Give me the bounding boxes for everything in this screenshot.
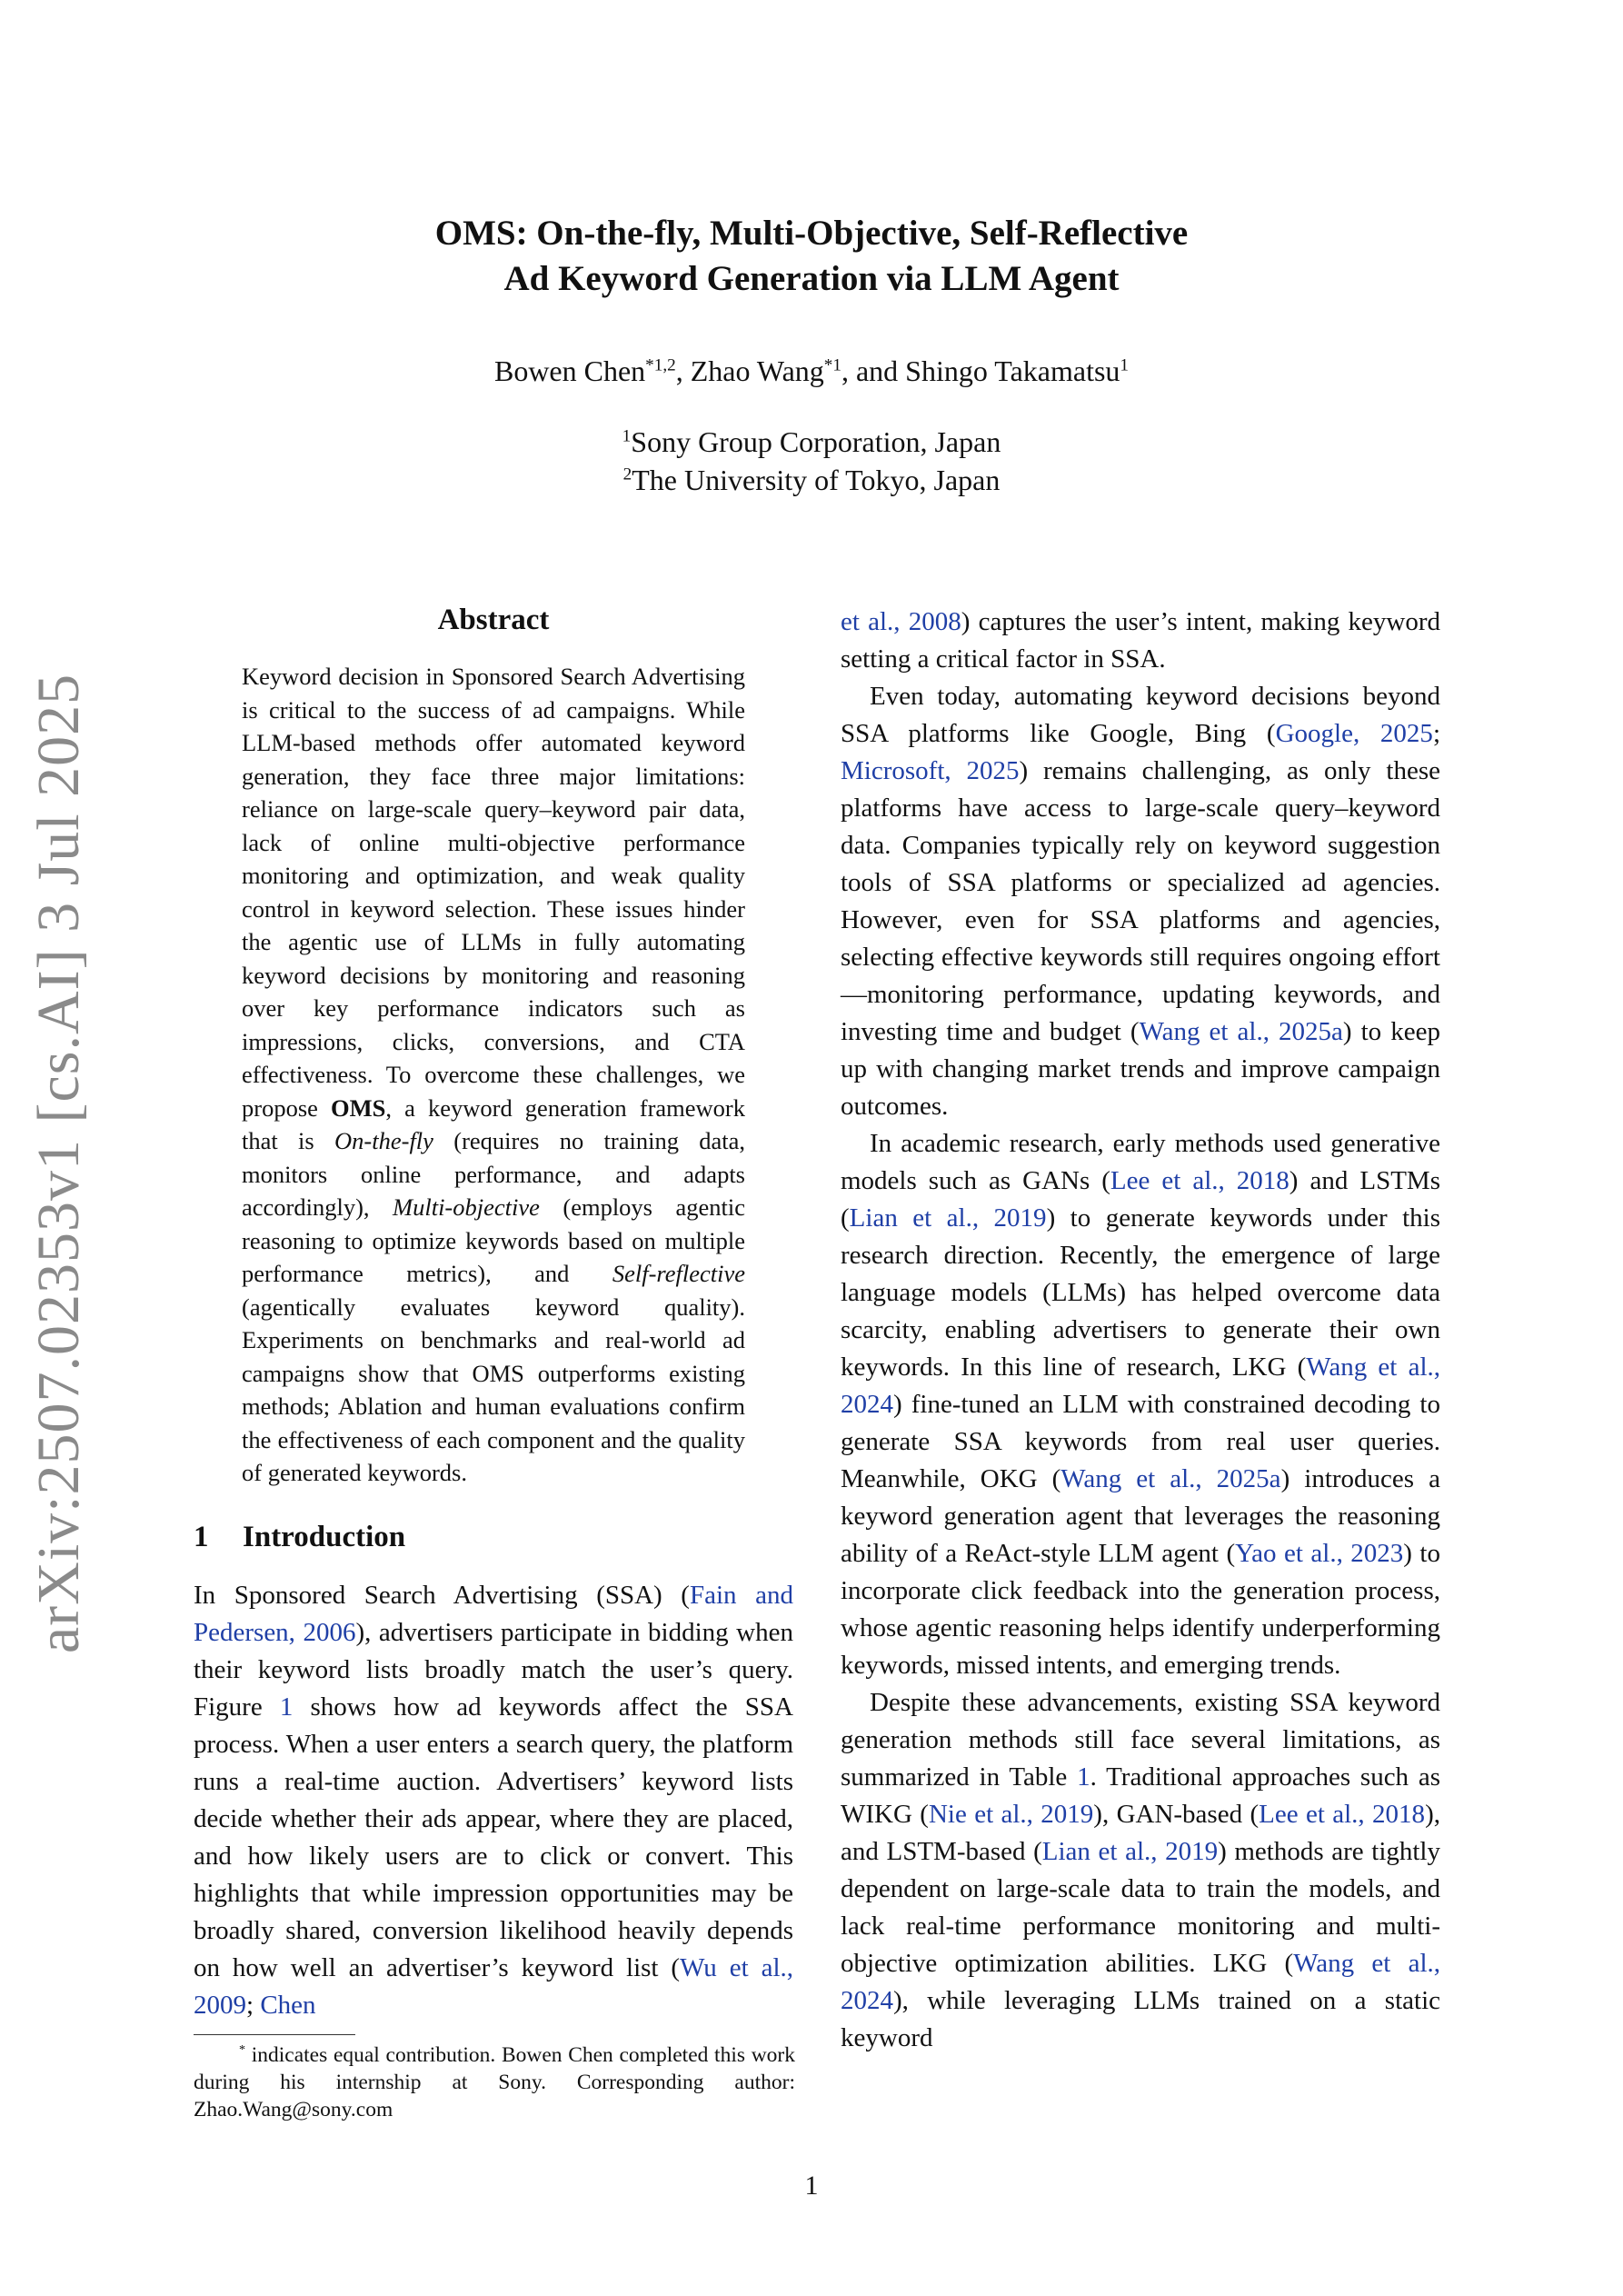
page-number: 1 <box>804 2171 819 2201</box>
abstract-emphasis: On-the-fly <box>334 1127 433 1154</box>
citation-link[interactable]: Lian et al., 2019 <box>1041 1837 1219 1866</box>
author-name: Shingo Takamatsu <box>905 354 1120 387</box>
author-name: Bowen Chen <box>493 354 646 387</box>
intro-paragraph-4 <box>841 1684 1440 2057</box>
author-affil-mark: 1 <box>1120 355 1130 375</box>
body-text: ) captures the user’s intent, making keyword setting a critical factor in SSA. <box>841 607 1441 674</box>
citation-link[interactable]: Fain and Pedersen, 2006 <box>194 1580 793 1647</box>
author-affil-mark: *1,2 <box>645 355 676 375</box>
citation-link[interactable]: Google, 2025 <box>1275 719 1433 748</box>
body-text: ), advertisers participate in bidding when their keyword lists broadly match the user’s query. Figure <box>194 1617 793 1722</box>
footnote <box>194 2041 795 2123</box>
right-column <box>841 604 1440 2057</box>
abstract-emphasis: Self-reflective <box>612 1260 745 1287</box>
body-text: . Traditional approaches such as WIKG ( <box>841 1762 1440 1829</box>
abstract-emphasis: Multi-objective <box>393 1193 540 1221</box>
affiliation <box>182 461 1441 499</box>
citation-link[interactable]: Wang et al., 2024 <box>841 1949 1441 2015</box>
abstract-body <box>242 660 745 1490</box>
intro-paragraph-3 <box>841 1125 1440 1684</box>
affiliation <box>182 423 1441 461</box>
body-text: ) to generate keywords under this research direction. Recently, the emergence of large language models (LLMs) has helped overcome data scarcity, enabling advertisers to generate their own keywords. In this line of research, LKG ( <box>841 1203 1440 1382</box>
abstract-emphasis: OMS <box>331 1093 386 1122</box>
left-column <box>194 600 793 2024</box>
citation-link[interactable]: Wang et al., 2025a <box>1060 1464 1281 1493</box>
body-text: ; <box>1432 719 1440 748</box>
body-text: ) to incorporate click feedback into the generation process, whose agentic reasoning helps identify underperforming keywords, missed intents, and emerging trends. <box>841 1539 1440 1680</box>
figure-ref-link[interactable]: 1 <box>279 1692 294 1722</box>
citation-link[interactable]: Lee et al., 2018 <box>1259 1800 1426 1829</box>
author-list <box>182 354 1441 388</box>
paper-title <box>182 211 1441 302</box>
abstract-heading: Abstract <box>437 604 550 636</box>
author-affil-mark: *1 <box>823 355 841 375</box>
body-text: Even today, automating keyword decisions beyond SSA platforms like Google, Bing ( <box>841 682 1440 748</box>
author-separator: , and <box>841 354 906 387</box>
intro-paragraph-1-cont <box>841 604 1440 678</box>
intro-paragraph-1 <box>194 1577 793 2024</box>
body-text: ), and LSTM-based ( <box>841 1800 1440 1866</box>
citation-link[interactable]: Nie et al., 2019 <box>928 1800 1094 1829</box>
table-ref-link[interactable]: 1 <box>1077 1762 1090 1792</box>
body-text: ) introduces a keyword generation agent that leverages the reasoning ability of a ReAct-style LLM agent ( <box>841 1464 1440 1568</box>
footnote-divider <box>194 2034 355 2035</box>
body-text: In Sponsored Search Advertising (SSA) ( <box>194 1580 690 1610</box>
body-text: Despite these advancements, existing SSA keyword generation methods still face several limitations, as summarized in Table <box>841 1688 1440 1792</box>
body-text: ) fine-tuned an LLM with constrained decoding to generate SSA keywords from real user queries. Meanwhile, OKG ( <box>841 1390 1440 1493</box>
citation-link[interactable]: Microsoft, 2025 <box>841 756 1020 785</box>
body-text: ) to keep up with changing market trends and improve campaign outcomes. <box>841 1017 1440 1121</box>
citation-link[interactable]: Lian et al., 2019 <box>849 1203 1047 1233</box>
footnote-text: indicates equal contribution. Bowen Chen completed this work during his internship at Sony. Corresponding author: Zhao.Wang@sony.com <box>194 2043 795 2121</box>
abstract-text: , a keyword generation framework that is <box>242 1093 745 1154</box>
citation-link[interactable]: Wang et al., 2024 <box>841 1353 1440 1419</box>
body-text: ) and LSTMs ( <box>841 1166 1440 1233</box>
citation-link[interactable]: Wu et al., 2009 <box>194 1952 794 2020</box>
citation-link[interactable]: Chen <box>260 1990 316 2020</box>
section-number: 1 <box>194 1520 209 1553</box>
affiliation-name: Sony Group Corporation, Japan <box>631 425 1001 458</box>
citation-link[interactable]: Yao et al., 2023 <box>1235 1539 1404 1568</box>
title-line-2: Ad Keyword Generation via LLM Agent <box>503 259 1120 298</box>
body-text: shows how ad keywords affect the SSA process. When a user enters a search query, the platform runs a real-time auction. Advertisers’ keyword lists decide whether their ads appear, where they are placed, and how likely users are to click or convert. This highlights that while impression opportunities may be broadly shared, conversion likelihood heavily depends on how well an advertiser’s keyword list ( <box>194 1692 793 1982</box>
abstract-text: (requires no training data, monitors online performance, and adapts accordingly), <box>242 1127 746 1221</box>
body-text: In academic research, early methods used generative models such as GANs ( <box>841 1129 1440 1195</box>
body-text: ), GAN-based ( <box>1093 1800 1260 1829</box>
author-separator: , <box>675 354 691 387</box>
abstract-text: (agentically evaluates keyword quality). Experiments on benchmarks and real-world ad campaigns show that OMS outperforms existing methods; Ablation and human evaluations confirm the effectiveness of each component and the quality of generated keywords. <box>242 1293 745 1486</box>
abstract-text: Keyword decision in Sponsored Search Advertising is critical to the success of ad campaigns. While LLM-based methods offer automated keyword generation, they face three major limitations: reliance on large-scale query–keyword pair data, lack of online multi-objective performance monitoring and optimization, and weak quality control in keyword selection. These issues hinder the agentic use of LLMs in fully automating keyword decisions by monitoring and reasoning over key performance indicators such as impressions, clicks, conversions, and CTA effectiveness. To overcome these challenges, we propose <box>242 663 745 1122</box>
body-text: ) remains challenging, as only these platforms have access to large-scale query–keyword data. Companies typically rely on keyword suggestion tools of SSA platforms or specialized ad agencies. However, even for SSA platforms and agencies, selecting effective keywords still requires ongoing effort—monitoring performance, updating keywords, and investing time and budget ( <box>841 756 1440 1046</box>
section-title: Introduction <box>243 1520 406 1553</box>
affiliations <box>182 423 1441 499</box>
citation-link[interactable]: Wang et al., 2025a <box>1139 1017 1343 1046</box>
footnote-mark: * <box>239 2042 246 2058</box>
arxiv-id: arXiv:2507.02353v1 [cs.AI] 3 Jul 2025 <box>25 673 92 1654</box>
affiliation-name: The University of Tokyo, Japan <box>632 464 1001 496</box>
body-text: ), while leveraging LLMs trained on a static keyword <box>841 1986 1440 2052</box>
arxiv-stamp <box>9 673 109 1654</box>
title-line-1: OMS: On-the-fly, Multi-Objective, Self-Reflective <box>434 214 1189 253</box>
body-text: ; <box>246 1990 261 2020</box>
affiliation-mark: 2 <box>622 464 632 484</box>
body-text: ) methods are tightly dependent on large-scale data to train the models, and lack real-time performance monitoring and multi-objective optimization abilities. LKG ( <box>841 1837 1440 1978</box>
abstract-text: (employs agentic reasoning to optimize keywords based on multiple performance metrics), and <box>242 1193 745 1287</box>
author-name: Zhao Wang <box>690 354 824 387</box>
affiliation-mark: 1 <box>622 426 632 446</box>
intro-paragraph-2 <box>841 678 1440 1125</box>
citation-link[interactable]: Lee et al., 2018 <box>1110 1166 1289 1195</box>
section-heading-introduction <box>194 1517 793 1557</box>
citation-link[interactable]: et al., 2008 <box>841 607 961 636</box>
